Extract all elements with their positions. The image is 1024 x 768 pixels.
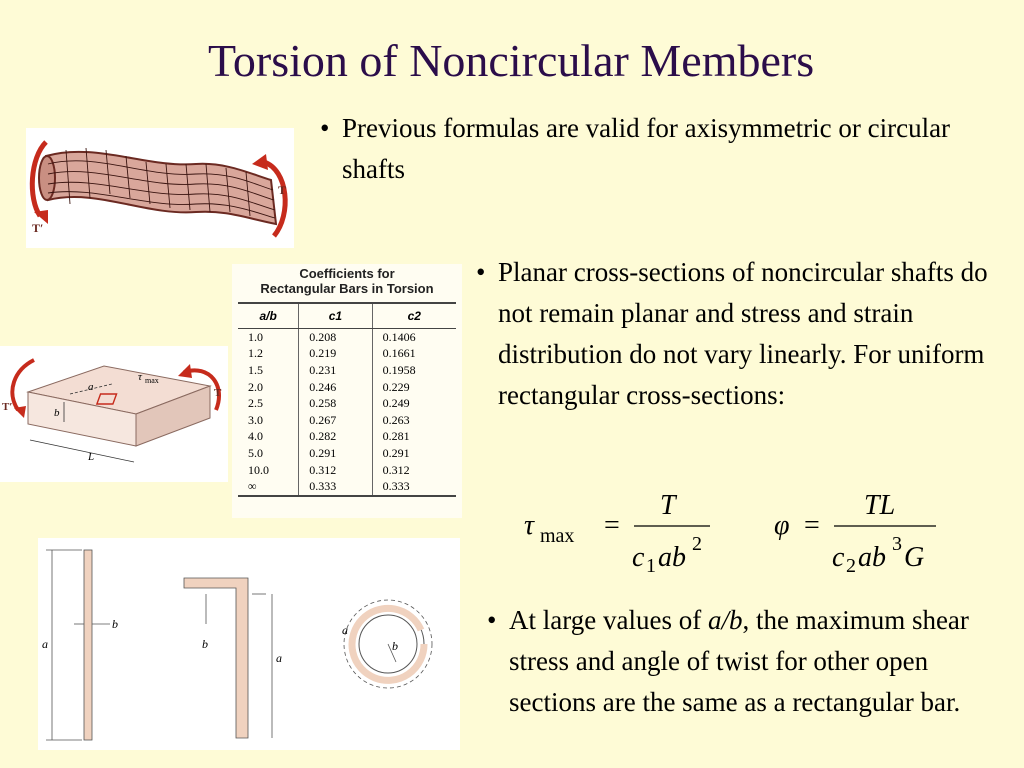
torque-label-left: T′: [32, 221, 44, 235]
tau-max-subscript: max: [145, 376, 159, 385]
table-row: 10.0 0.312 0.312: [238, 462, 456, 479]
svg-text:τ: τ: [524, 510, 535, 541]
bullet-text: Planar cross-sections of noncircular shafts do not remain planar and stress and strain distribution do not vary linearly. For uniform rectangular cross-sections:: [498, 257, 988, 410]
svg-text:1: 1: [646, 555, 656, 577]
ring-label-a: a: [342, 623, 348, 637]
ring-label-b: b: [392, 639, 398, 653]
svg-text:T: T: [660, 490, 676, 521]
svg-text:G: G: [904, 542, 925, 573]
table-row: 1.0 0.208 0.1406: [238, 329, 456, 346]
table-row: 2.0 0.246 0.229: [238, 379, 456, 396]
angle-label-b: b: [202, 637, 208, 651]
svg-text:2: 2: [846, 555, 856, 577]
bar-length-label: L: [88, 451, 95, 463]
torsion-formulas: [520, 486, 940, 586]
coefficients-table: [238, 302, 456, 497]
svg-text:ab: ab: [858, 542, 886, 573]
table-row: 3.0 0.267 0.263: [238, 412, 456, 429]
bullet-text: At large values of a/b, the maximum shear stress and angle of twist for other open sections are the same as a rectangular bar.: [509, 605, 969, 717]
table-row: 1.2 0.219 0.1661: [238, 346, 456, 363]
torque-label-right: T: [278, 183, 287, 197]
svg-text:2: 2: [692, 533, 702, 555]
header-c2: c2: [372, 303, 456, 329]
header-c1: c1: [299, 303, 372, 329]
bullet-open-sections: [487, 600, 989, 723]
rectangular-bar-figure: [0, 346, 228, 482]
twisted-shaft-figure: [26, 128, 294, 248]
svg-text:c: c: [632, 542, 645, 573]
section-label-b: b: [112, 617, 118, 631]
bullet-marker: •: [320, 113, 330, 143]
bar-torque-left: T′: [2, 401, 13, 413]
svg-text:φ: φ: [774, 510, 790, 541]
bullet-axisymmetric: [320, 108, 1012, 190]
angle-label-a: a: [276, 651, 282, 665]
table-row: 5.0 0.291 0.291: [238, 445, 456, 462]
header-a-b: a/b: [238, 303, 299, 329]
slide-title: Torsion of Noncircular Members: [208, 35, 815, 86]
table-row: 1.5 0.231 0.1958: [238, 362, 456, 379]
phi-formula: [774, 490, 936, 577]
svg-text:max: max: [540, 525, 575, 547]
bullet-marker: •: [476, 257, 486, 287]
tau-max-formula: [524, 490, 710, 577]
bar-dimension-a: a: [88, 381, 94, 393]
svg-text:TL: TL: [864, 490, 896, 521]
table-row: ∞ 0.333 0.333: [238, 478, 456, 496]
svg-text:c: c: [832, 542, 845, 573]
section-label-a: a: [42, 637, 48, 651]
tau-max-label: τ: [138, 371, 142, 383]
bullet-planar-sections: [476, 252, 1018, 416]
table-title: Coefficients for Rectangular Bars in Torsion: [260, 266, 434, 296]
coefficients-table-panel: [232, 264, 462, 518]
svg-text:3: 3: [892, 533, 902, 555]
bar-torque-right: T: [214, 387, 222, 399]
table-row: 2.5 0.258 0.249: [238, 395, 456, 412]
bullet-text: Previous formulas are valid for axisymmetric or circular shafts: [342, 113, 951, 184]
bullet-marker: •: [487, 605, 497, 635]
svg-text:=: =: [804, 510, 820, 541]
svg-text:ab: ab: [658, 542, 686, 573]
open-sections-figure: [38, 538, 460, 750]
table-row: 4.0 0.282 0.281: [238, 429, 456, 446]
svg-text:=: =: [604, 510, 620, 541]
bar-dimension-b: b: [54, 407, 60, 419]
